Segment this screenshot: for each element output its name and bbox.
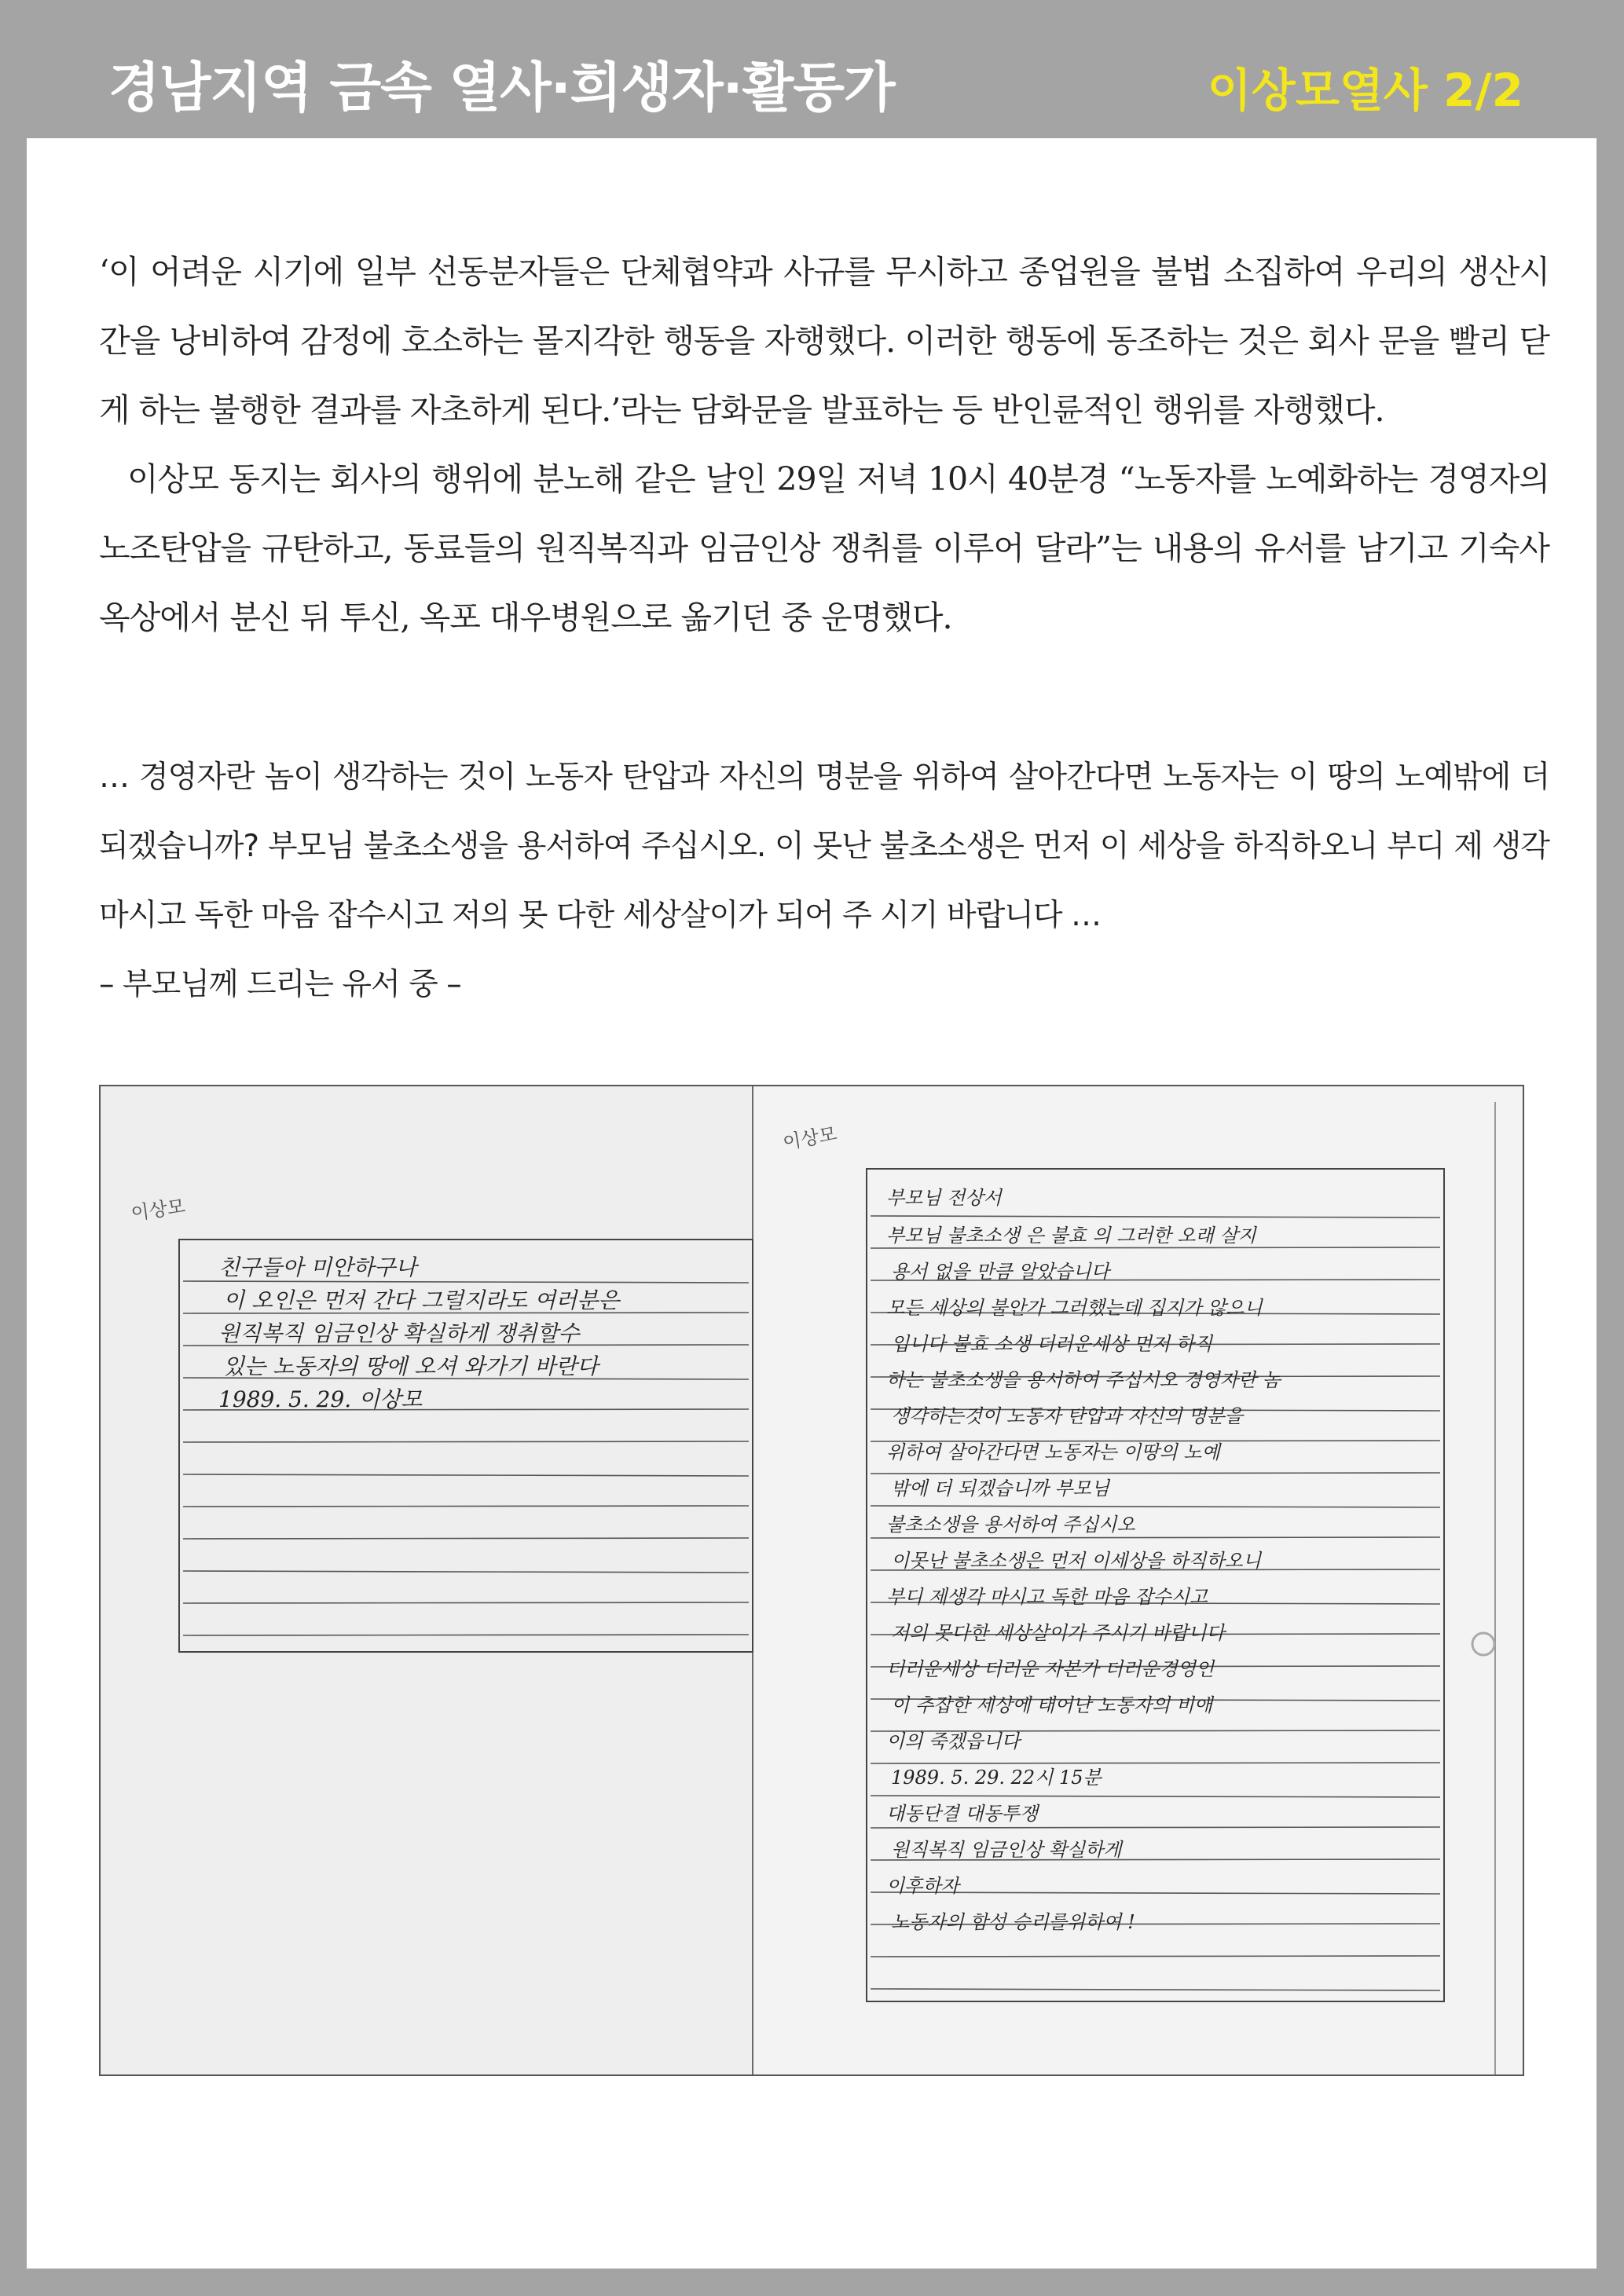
handwritten-line: 1989. 5. 29. 22시 15분: [891, 1767, 1102, 1789]
handwritten-line: 입니다 불효 소생 더러운세상 먼저 하직: [891, 1333, 1213, 1355]
right-note-top-label: 이상모: [781, 1122, 839, 1154]
handwritten-line: 생각하는것이 노동자 탄압과 자신의 명분을: [891, 1405, 1243, 1427]
handwritten-line: 이 추잡한 세상에 태어난 노동자의 비애: [891, 1694, 1213, 1716]
ruled-line: [871, 1537, 1440, 1538]
handwritten-will-photo: [99, 1085, 1524, 2076]
handwritten-line: 모든 세상의 불안가 그러했는데 집지가 않으니: [886, 1297, 1263, 1319]
handwritten-line: 용서 없을 만큼 알았습니다: [891, 1261, 1109, 1283]
handwritten-line: 더러운세상 더러운 자본가 더러운경영인: [886, 1658, 1215, 1680]
handwritten-line: 원직복직 임금인상 확실하게 쟁취할수: [218, 1320, 580, 1346]
handwritten-line: 부디 제생각 마시고 독한 마음 잡수시고: [886, 1586, 1208, 1608]
handwritten-line: 노동자의 함성 승리를위하여 !: [891, 1911, 1135, 1933]
handwritten-line: 밖에 더 되겠습니까 부모님: [891, 1478, 1109, 1500]
quote-text: … 경영자란 놈이 생각하는 것이 노동자 탄압과 자신의 명분을 위하여 살아간다면 노동자는 이 땅의 노예밖에 더 되겠습니까? 부모님 불초소생을 용서하여 주십시오. 이 못난 불초소생은 먼저 이 세상을 하직하오니 부디 제 생각 마시고 독한 마음 잡수시고 저의 못 다한 세상살이가 되어 주 시기 바랍니다 …: [99, 760, 1549, 933]
page-label: 이상모열사 2/2: [1207, 64, 1523, 117]
handwritten-line: 친구들아 미안하구나: [218, 1254, 417, 1280]
ruled-line: [183, 1441, 749, 1442]
right-note-title: 부모님 전상서: [886, 1187, 1002, 1209]
left-note-top-label: 이상모: [129, 1195, 187, 1225]
handwritten-line: 저의 못다한 세상살이가 주시기 바랍니다: [891, 1622, 1225, 1644]
handwritten-line: 위하여 살아간다면 노동자는 이땅의 노예: [886, 1441, 1220, 1463]
content-panel: [27, 138, 1597, 2269]
ruled-line: [183, 1538, 749, 1539]
handwritten-line: 이의 죽겠읍니다: [886, 1730, 1020, 1752]
ruled-line: [183, 1602, 749, 1603]
ruled-line: [183, 1506, 749, 1507]
page-header: [0, 0, 1624, 138]
handwritten-line: 이후하자: [886, 1875, 959, 1897]
quote-attribution: – 부모님께 드리는 유서 중 –: [99, 967, 461, 1002]
ruled-line: [871, 1827, 1440, 1828]
ruled-line: [871, 1473, 1440, 1474]
handwritten-line: 있는 노동자의 땅에 오셔 와가기 바란다: [223, 1353, 599, 1379]
handwritten-line: 원직복직 임금인상 확실하게: [891, 1839, 1122, 1861]
article-body: [99, 237, 1549, 652]
handwritten-line: 하는 불초소생을 용서하여 주십시오 경영자란 놈: [886, 1369, 1281, 1391]
body-paragraph-2: 이상모 동지는 회사의 행위에 분노해 같은 날인 29일 저녁 10시 40분경 “노동자를 노예화하는 경영자의 노조탄압을 규탄하고, 동료들의 원직복직과 임금인상 쟁취를 이루어 달라”는 내용의 유서를 남기고 기숙사 옥상에서 분신 뒤 투신, 옥포 대우병원으로 옮기던 중 운명했다.: [99, 460, 1550, 636]
will-quote: [99, 743, 1549, 1020]
page-title: 경남지역 금속 열사·희생자·활동가: [108, 57, 895, 119]
body-paragraph-1: ‘이 어려운 시기에 일부 선동분자들은 단체협약과 사규를 무시하고 종업원을 불법 소집하여 우리의 생산시간을 낭비하여 감정에 호소하는 몰지각한 행동을 자행했다. 이러한 행동에 동조하는 것은 회사 문을 빨리 닫게 하는 불행한 결과를 자초하게 된다.’라는 담화문을 발표하는 등 반인륜적인 행위를 자행했다.: [99, 253, 1549, 429]
ruled-line: [871, 1247, 1440, 1248]
handwritten-line: 불초소생을 용서하여 주십시오: [886, 1514, 1135, 1536]
ruled-line: [871, 1956, 1440, 1957]
handwritten-line: 대동단결 대동투쟁: [886, 1803, 1039, 1825]
handwritten-line: 이못난 불초소생은 먼저 이세상을 하직하오니: [891, 1550, 1262, 1572]
handwritten-line: 이 오인은 먼저 간다 그럴지라도 여러분은: [223, 1287, 620, 1313]
handwritten-line: 1989. 5. 29. 이상모: [218, 1386, 423, 1412]
handwritten-line: 부모님 불초소생 은 불효 의 그러한 오래 살지: [886, 1225, 1256, 1247]
